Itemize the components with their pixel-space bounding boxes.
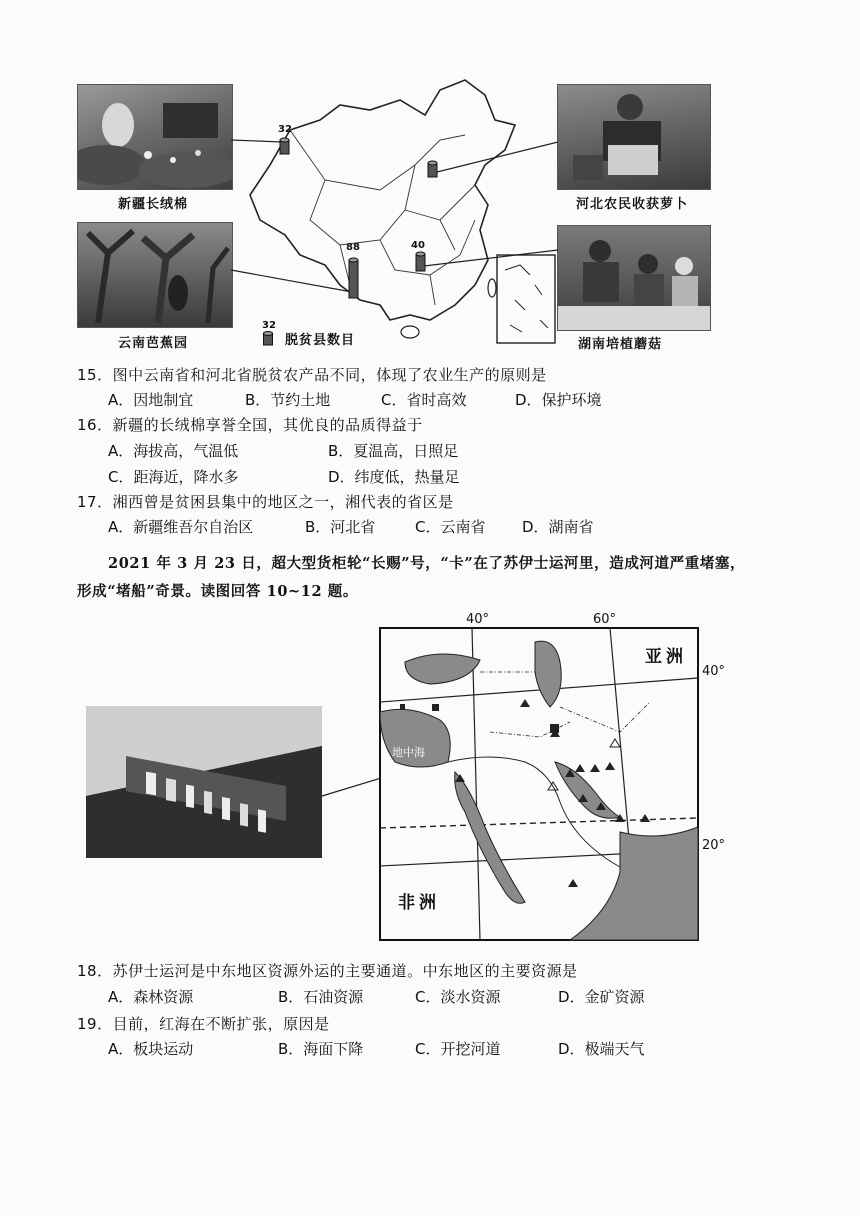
caption-hebei: 河北农民收获萝卜 <box>576 197 689 212</box>
q19-option-d[interactable]: D．极端天气 <box>558 1040 645 1058</box>
q18-option-a[interactable]: A．森林资源 <box>108 988 194 1006</box>
china-map <box>230 70 560 350</box>
middle-east-map <box>320 612 700 944</box>
legend-cylinder-icon <box>262 331 274 347</box>
photo-suez-ship <box>86 706 322 858</box>
photo-xinjiang-cotton <box>77 84 233 190</box>
label-africa: 非洲 <box>398 893 440 913</box>
q19-option-c[interactable]: C．开挖河道 <box>415 1040 501 1058</box>
q19-option-a[interactable]: A．板块运动 <box>108 1040 194 1058</box>
label-lon-60: 60° <box>593 612 617 627</box>
label-lat-20: 20° <box>702 838 726 853</box>
q18-option-b[interactable]: B．石油资源 <box>278 988 364 1006</box>
bar-xinjiang <box>280 138 289 154</box>
radish-harvest-image <box>558 85 710 189</box>
label-lon-40: 40° <box>466 612 490 627</box>
label-mediterranean: 地中海 <box>392 746 425 759</box>
q15-option-d[interactable]: D．保护环境 <box>515 391 602 409</box>
label-asia: 亚洲 <box>645 647 687 667</box>
mushroom-farm-image <box>558 226 710 330</box>
caption-xinjiang: 新疆长绒棉 <box>118 197 189 212</box>
photo-hebei-radish <box>557 84 711 190</box>
ship-aground-image <box>86 706 322 858</box>
q15-option-b[interactable]: B．节约土地 <box>245 391 331 409</box>
q16-option-c[interactable]: C．距海近，降水多 <box>108 468 239 486</box>
q18-option-d[interactable]: D．金矿资源 <box>558 988 645 1006</box>
q16-option-b[interactable]: B．夏温高，日照足 <box>328 442 459 460</box>
count-xinjiang: 32 <box>278 124 292 135</box>
china-outline <box>250 80 515 320</box>
q15-option-c[interactable]: C．省时高效 <box>381 391 467 409</box>
caption-hunan: 湖南培植蘑菇 <box>578 337 663 352</box>
photo-yunnan-banana <box>77 222 233 328</box>
passage-line-2: 形成“堵船”奇景。读图回答 10~12 题。 <box>77 583 358 600</box>
q16-option-d[interactable]: D．纬度低，热量足 <box>328 468 460 486</box>
count-hunan: 40 <box>411 240 425 251</box>
legend-label: 脱贫县数目 <box>285 333 356 348</box>
q17-option-c[interactable]: C．云南省 <box>415 518 486 536</box>
photo-hunan-mushroom <box>557 225 711 331</box>
q18-option-c[interactable]: C．淡水资源 <box>415 988 501 1006</box>
q19-stem: 19．目前，红海在不断扩张，原因是 <box>77 1015 330 1033</box>
q16-option-a[interactable]: A．海拔高，气温低 <box>108 442 239 460</box>
q15-option-a[interactable]: A．因地制宜 <box>108 391 194 409</box>
cotton-field-image <box>78 85 232 189</box>
label-lat-40: 40° <box>702 664 726 679</box>
banana-plantation-image <box>78 223 232 327</box>
caption-yunnan: 云南芭蕉园 <box>118 336 189 351</box>
q17-option-d[interactable]: D．湖南省 <box>522 518 594 536</box>
q16-stem: 16．新疆的长绒棉享誉全国，其优良的品质得益于 <box>77 416 423 434</box>
bar-hunan <box>416 252 425 271</box>
q18-stem: 18．苏伊士运河是中东地区资源外运的主要通道。中东地区的主要资源是 <box>77 962 578 980</box>
q17-stem: 17．湘西曾是贫困县集中的地区之一，湘代表的省区是 <box>77 493 454 511</box>
passage-line-1: 2021 年 3 月 23 日，超大型货柜轮“长赐”号，“卡”在了苏伊士运河里，造成河道严重堵塞， <box>108 555 746 572</box>
q17-option-b[interactable]: B．河北省 <box>305 518 376 536</box>
legend-value: 32 <box>262 320 276 331</box>
bar-hebei <box>428 161 437 177</box>
q17-option-a[interactable]: A．新疆维吾尔自治区 <box>108 518 254 536</box>
q15-stem: 15．图中云南省和河北省脱贫农产品不同，体现了农业生产的原则是 <box>77 366 547 384</box>
count-yunnan: 88 <box>346 242 360 253</box>
bar-yunnan <box>349 258 358 298</box>
q19-option-b[interactable]: B．海面下降 <box>278 1040 364 1058</box>
